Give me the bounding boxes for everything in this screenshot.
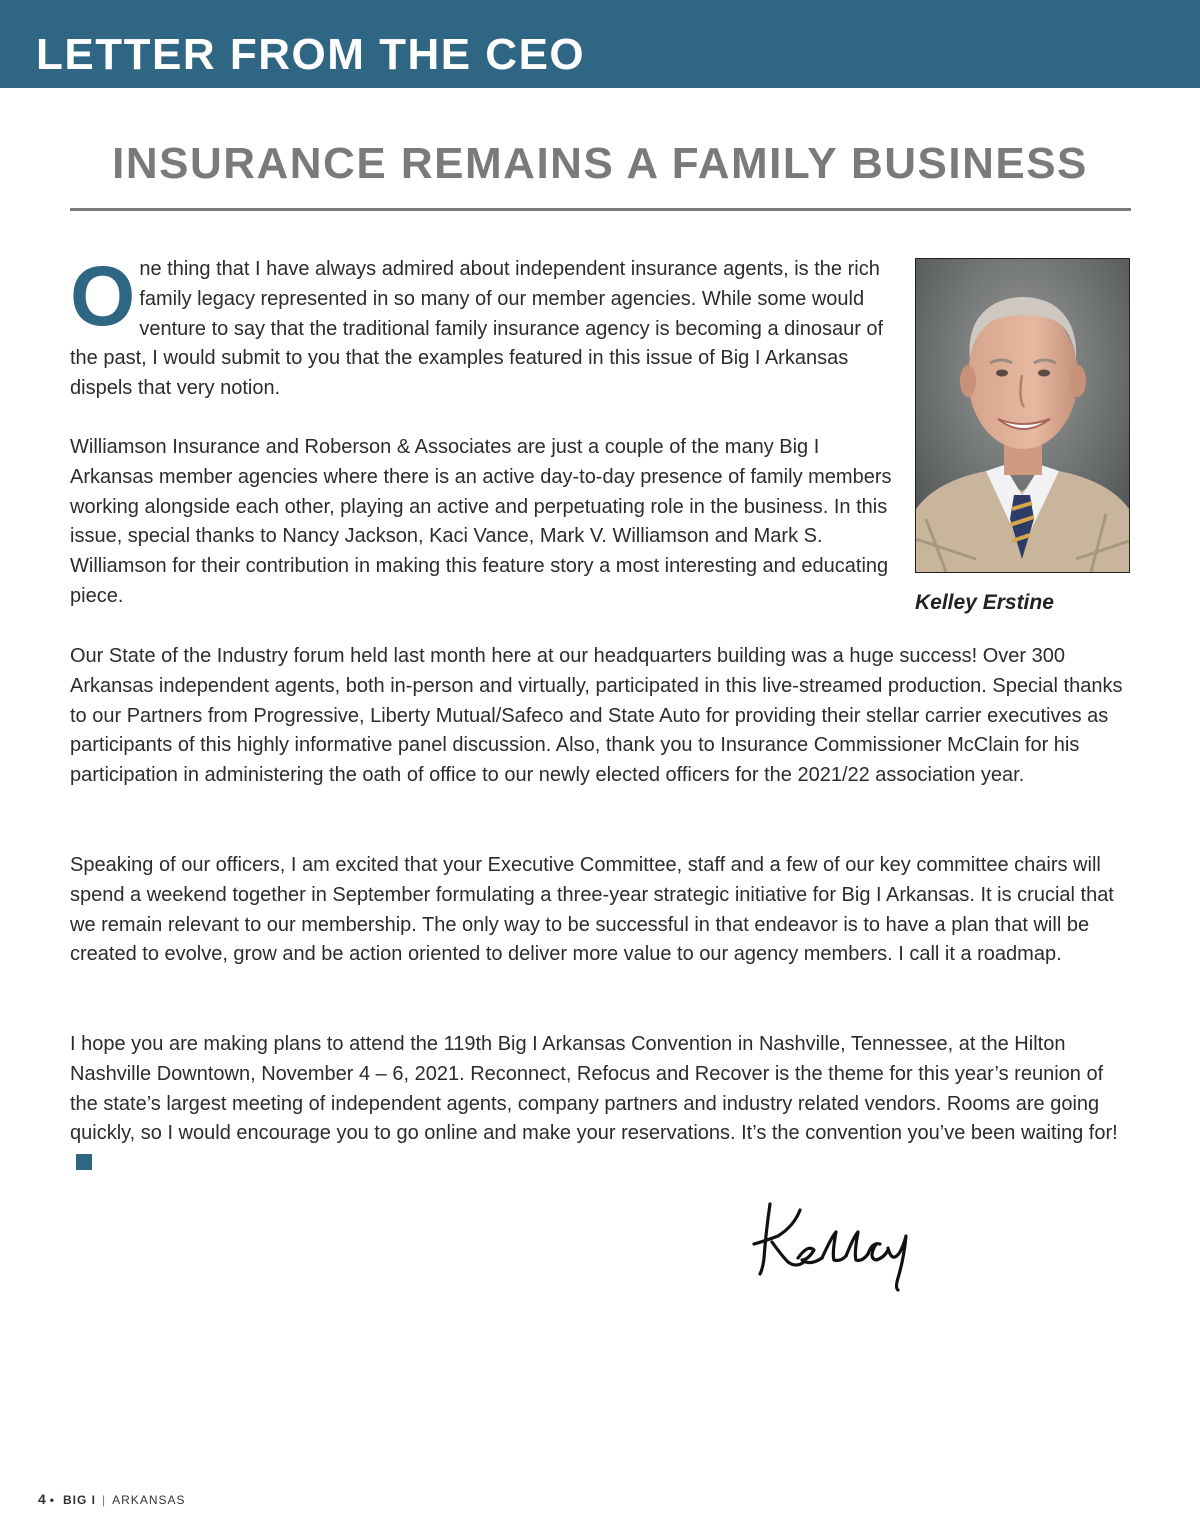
article-paragraph-2: Williamson Insurance and Roberson & Associates are just a couple of the many Big I Arkansas member agencies where there is an active day-to-day presence of family members working alongside each other, playing an active and perpetuating role in the business. In this issue, special thanks to Nancy Jackson, Kaci Vance, Mark V. Williamson and Mark S. Williamson for their contribution in making this feature story a most interesting and educating piece. bbox=[70, 436, 892, 607]
section-banner bbox=[0, 0, 1200, 88]
photo-caption: Kelley Erstine bbox=[915, 591, 1054, 614]
footer-brand: BIG I bbox=[63, 1493, 97, 1507]
portrait-illustration bbox=[916, 259, 1129, 572]
end-of-article-mark bbox=[76, 1154, 92, 1170]
drop-cap: O bbox=[70, 249, 136, 343]
page-footer bbox=[38, 1491, 186, 1508]
ceo-signature bbox=[748, 1196, 918, 1296]
paragraph-1-text: ne thing that I have always admired about independent insurance agents, is the rich family legacy represented in so many of our member agencies. While some would venture to say that the traditional family insurance agency is becoming a dinosaur of the past, I would submit to you that the examples featured in this issue of Big I Arkansas dispels that very notion. bbox=[70, 258, 884, 400]
article-paragraph-1 bbox=[70, 249, 905, 404]
article-headline: INSURANCE REMAINS A FAMILY BUSINESS bbox=[112, 139, 1088, 188]
section-title: LETTER FROM THE CEO bbox=[36, 30, 586, 79]
footer-region: ARKANSAS bbox=[112, 1493, 186, 1507]
ceo-portrait bbox=[915, 258, 1130, 573]
article-paragraph-5 bbox=[70, 1030, 1132, 1179]
paragraph-5-text: I hope you are making plans to attend the 119th Big I Arkansas Convention in Nashville, Tennessee, at the Hilton Nashville Downtown, November 4 – 6, 2021. Reconnect, Refocus and Recover is the theme for this year’s reunion of the state’s largest meeting of independent agents, company partners and industry related vendors. Rooms are going quickly, so I would encourage you to go online and make your reservations. It’s the convention you’ve been waiting for! bbox=[70, 1033, 1118, 1145]
footer-separator: | bbox=[102, 1493, 107, 1507]
article-paragraph-3: Our State of the Industry forum held last month here at our headquarters building was a huge success! Over 300 Arkansas independent agents, both in-person and virtually, participated in this live-streamed production. Special thanks to our Partners from Progressive, Liberty Mutual/Safeco and State Auto for providing their stellar carrier executives as participants of this highly informative panel discussion. Also, thank you to Insurance Commissioner McClain for his participation in administering the oath of office to our newly elected officers for the 2021/22 association year. bbox=[70, 645, 1123, 787]
page-number: 4 bbox=[38, 1491, 46, 1507]
article-paragraph-4: Speaking of our officers, I am excited that your Executive Committee, staff and a few of our key committee chairs will spend a weekend together in September formulating a three-year strategic initiative for Big I Arkansas. It is crucial that we remain relevant to our membership. The only way to be successful in that endeavor is to have a plan that will be created to evolve, grow and be action oriented to deliver more value to our agency members. I call it a roadmap. bbox=[70, 854, 1114, 966]
headline-divider bbox=[70, 208, 1131, 211]
signature-illustration bbox=[748, 1196, 918, 1296]
footer-bullet: • bbox=[49, 1493, 55, 1507]
